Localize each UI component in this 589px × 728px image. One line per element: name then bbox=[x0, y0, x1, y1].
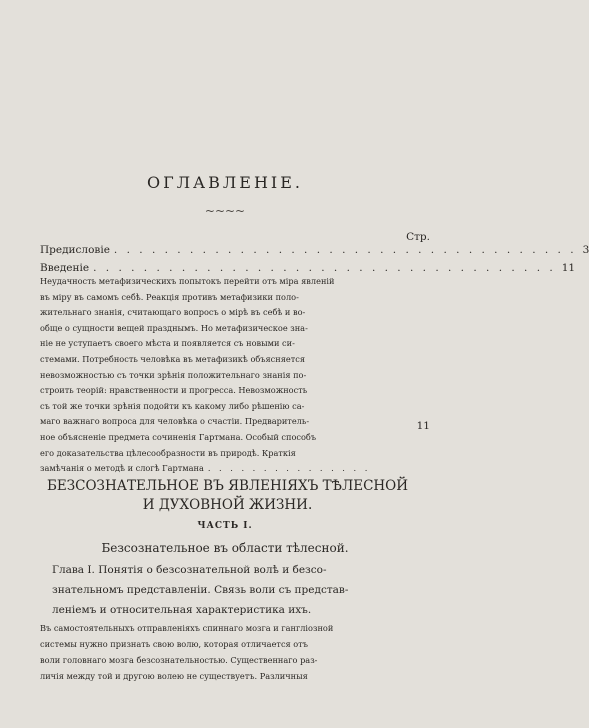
text-line: личія между той и другою волею не существуетъ. Различныя bbox=[40, 671, 308, 681]
heading-line: БЕЗСОЗНАТЕЛЬНОЕ ВЪ ЯВЛЕНІЯХЪ ТѢЛЕСНОЙ bbox=[46, 478, 409, 494]
text-line-last bbox=[40, 461, 412, 477]
text-line: невозможностью съ точки зрѣнія положительнаго знанія по- bbox=[40, 369, 307, 380]
section-heading bbox=[30, 477, 425, 515]
chapter-title bbox=[52, 560, 414, 620]
text-line: воли головнаго мозга безсознательностью. Существеннаго раз- bbox=[40, 655, 318, 665]
introduction-summary bbox=[40, 274, 412, 477]
text-line: ное объясненіе предмета сочиненія Гартмана. Особый способъ bbox=[40, 431, 317, 442]
text-line: Въ самостоятельныхъ отправленіяхъ спиннаго мозга и гангліозной bbox=[40, 623, 334, 633]
toc-entry-label: Предисловіе bbox=[40, 244, 110, 256]
chapter-line: Глава I. Понятія о безсознательной волѣ и безсо- bbox=[52, 564, 327, 576]
page-title: ОГЛАВЛЕНІЕ. bbox=[146, 173, 303, 192]
section-title: Безсознательное въ области тѣлесной. bbox=[101, 541, 349, 555]
text-line: маго важнаго вопроса для человѣка о счастіи. Предваритель- bbox=[40, 416, 310, 427]
toc-entry-label: Введеніе bbox=[40, 262, 90, 274]
ornament: ~~~~ bbox=[204, 204, 246, 218]
text-line: системы нужно признать свою волю, которая отличается отъ bbox=[40, 639, 308, 649]
leader-dots: . . . . . . . . . . . . . . . bbox=[207, 463, 371, 474]
text-line: Неудачность метафизическихъ попытокъ перейти отъ міра явленій bbox=[40, 276, 335, 286]
toc-entry-introduction bbox=[40, 262, 576, 274]
text-line: жительнаго знанія, считающаго вопросъ о мірѣ въ себѣ и во- bbox=[40, 307, 306, 318]
text-line: строить теорій: нравственности и прогресса. Невозможность bbox=[40, 385, 308, 396]
text-line: съ той же точки зрѣнія подойти къ какому либо рѣшенію са- bbox=[40, 400, 305, 411]
part-label: ЧАСТЬ I. bbox=[197, 521, 253, 531]
text-line: ніе не уступаетъ своего мѣста и появляется съ новыми си- bbox=[40, 338, 295, 349]
introduction-summary-page: 11 bbox=[416, 420, 430, 432]
text-line: замѣчанія о методѣ и слогѣ Гартмана bbox=[40, 463, 204, 474]
toc-entry-preface bbox=[40, 244, 589, 256]
page-column-label: Стр. bbox=[406, 231, 430, 243]
chapter-summary bbox=[40, 620, 415, 684]
text-line: его доказательства цѣлесообразности въ природѣ. Краткія bbox=[40, 447, 296, 458]
toc-entry-page: 3 bbox=[582, 244, 589, 256]
heading-line: И ДУХОВНОЙ ЖИЗНИ. bbox=[142, 497, 313, 513]
text-line: стемами. Потребность человѣка въ метафизикѣ объясняется bbox=[40, 353, 306, 364]
leader-dots: . . . . . . . . . . . . . . . . . . . . . . . . . . . . . . . . . . . . . bbox=[93, 262, 556, 274]
chapter-line: знательномъ представленіи. Связь воли съ представ- bbox=[52, 584, 349, 596]
text-line: въ міру въ самомъ себѣ. Реакція противъ метафизики поло- bbox=[40, 291, 299, 302]
toc-entry-page: 11 bbox=[561, 262, 576, 274]
text-line: обще о сущности вещей празднымъ. Но метафизическое зна- bbox=[40, 322, 308, 333]
chapter-line: леніемъ и относительная характеристика ихъ. bbox=[52, 604, 312, 616]
leader-dots: . . . . . . . . . . . . . . . . . . . . . . . . . . . . . . . . . . . . . bbox=[113, 244, 577, 256]
